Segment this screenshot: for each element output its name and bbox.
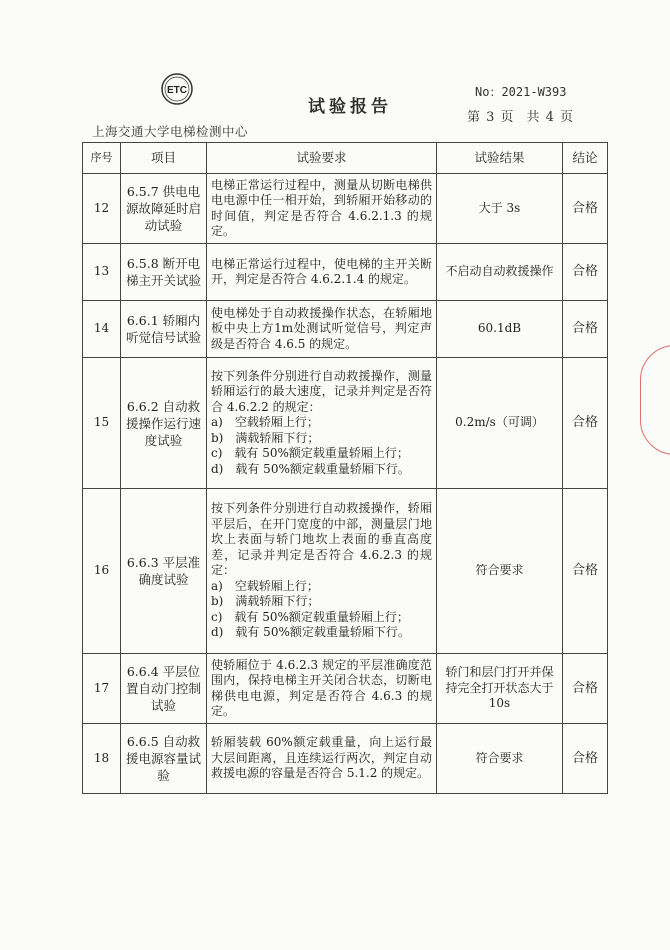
requirement-list-item: a) 空载轿厢上行； (211, 578, 319, 593)
test-item: 6.5.7 供电电源故障延时启动试验 (121, 174, 207, 244)
test-conclusion: 合格 (563, 489, 608, 654)
header-item: 项目 (121, 143, 207, 174)
row-number: 13 (83, 244, 121, 301)
test-report-table (82, 142, 608, 794)
table-header-row (83, 143, 608, 174)
test-conclusion: 合格 (563, 724, 608, 794)
header-seq: 序号 (83, 143, 121, 174)
test-conclusion: 合格 (563, 654, 608, 724)
test-requirement (207, 301, 437, 358)
requirement-list-item: c) 载有 50%额定载重量轿厢上行； (211, 446, 409, 461)
requirement-list-item: d) 载有 50%额定载重量轿厢下行。 (211, 625, 410, 640)
test-conclusion: 合格 (563, 174, 608, 244)
test-item: 6.6.1 轿厢内听觉信号试验 (121, 301, 207, 358)
table-row (83, 489, 608, 654)
requirement-text: 使电梯处于自动救援操作状态，在轿厢地板中央上方1m处测试听觉信号，判定声级是否符合 4.6.5 的规定。 (211, 305, 432, 351)
requirement-text: 轿厢装载 60%额定载重量，向上运行最大层间距离，且连续运行两次，判定自动救援电源的容量是否符合 5.1.2 的规定。 (211, 735, 432, 781)
test-conclusion: 合格 (563, 244, 608, 301)
etc-logo (160, 72, 194, 106)
test-requirement (207, 358, 437, 489)
red-seal-stamp (640, 345, 670, 455)
logo-text: ETC (167, 85, 187, 96)
table-row (83, 724, 608, 794)
test-requirement (207, 244, 437, 301)
test-requirement (207, 724, 437, 794)
report-number: No：2021-W393 (475, 85, 567, 99)
row-number: 18 (83, 724, 121, 794)
test-result: 符合要求 (437, 489, 563, 654)
row-number: 17 (83, 654, 121, 724)
test-result: 大于 3s (437, 174, 563, 244)
test-result: 不启动自动救援操作 (437, 244, 563, 301)
table-row (83, 301, 608, 358)
organization-name: 上海交通大学电梯检测中心 (92, 124, 249, 139)
requirement-text: 按下列条件分别进行自动救援操作，轿厢平层后，在开门宽度的中部，测量层门地坎上表面与轿门地坎上表面的垂直高度差，记录并判定是否符合 4.6.2.3 的规定： (211, 501, 432, 578)
header-requirement: 试验要求 (207, 143, 437, 174)
test-result: 符合要求 (437, 724, 563, 794)
test-conclusion: 合格 (563, 358, 608, 489)
test-requirement (207, 489, 437, 654)
row-number: 15 (83, 358, 121, 489)
test-item: 6.6.5 自动救援电源容量试验 (121, 724, 207, 794)
header-result: 试验结果 (437, 143, 563, 174)
table-row (83, 654, 608, 724)
requirement-text: 按下列条件分别进行自动救援操作，测量轿厢运行的最大速度，记录并判定是否符合 4.6.2.2 的规定： (211, 368, 432, 414)
requirement-text: 电梯正常运行过程中，测量从切断电梯供电电源中任一相开始，到轿厢开始移动的时间值，判定是否符合 4.6.2.1.3 的规定。 (211, 177, 432, 238)
row-number: 14 (83, 301, 121, 358)
requirement-list-item: c) 载有 50%额定载重量轿厢上行； (211, 609, 409, 624)
test-item: 6.6.4 平层位置自动门控制试验 (121, 654, 207, 724)
report-title: 试验报告 (308, 97, 392, 117)
test-requirement (207, 654, 437, 724)
requirement-list-item: d) 载有 50%额定载重量轿厢下行。 (211, 461, 410, 476)
test-result: 0.2m/s（可调） (437, 358, 563, 489)
requirement-list (211, 579, 432, 641)
test-item: 6.6.2 自动救援操作运行速度试验 (121, 358, 207, 489)
test-result: 轿门和层门打开并保持完全打开状态大于 10s (437, 654, 563, 724)
table-row (83, 244, 608, 301)
requirement-list-item: b) 满载轿厢下行； (211, 430, 320, 445)
table-row (83, 358, 608, 489)
requirement-text: 使轿厢位于 4.6.2.3 规定的平层准确度范围内，保持电梯主开关闭合状态，切断电梯供电电源，判定是否符合 4.6.3 的规定。 (211, 657, 432, 718)
requirement-list-item: a) 空载轿厢上行； (211, 415, 319, 430)
header-conclusion: 结论 (563, 143, 608, 174)
row-number: 16 (83, 489, 121, 654)
test-requirement (207, 174, 437, 244)
row-number: 12 (83, 174, 121, 244)
test-item: 6.6.3 平层准确度试验 (121, 489, 207, 654)
requirement-list-item: b) 满载轿厢下行； (211, 594, 320, 609)
page-info: 第 3 页 共 4 页 (467, 110, 574, 125)
test-conclusion: 合格 (563, 301, 608, 358)
test-result: 60.1dB (437, 301, 563, 358)
requirement-text: 电梯正常运行过程中，使电梯的主开关断开，判定是否符合 4.6.2.1.4 的规定。 (211, 256, 432, 286)
test-item: 6.5.8 断开电梯主开关试验 (121, 244, 207, 301)
table-row (83, 174, 608, 244)
requirement-list (211, 415, 432, 477)
